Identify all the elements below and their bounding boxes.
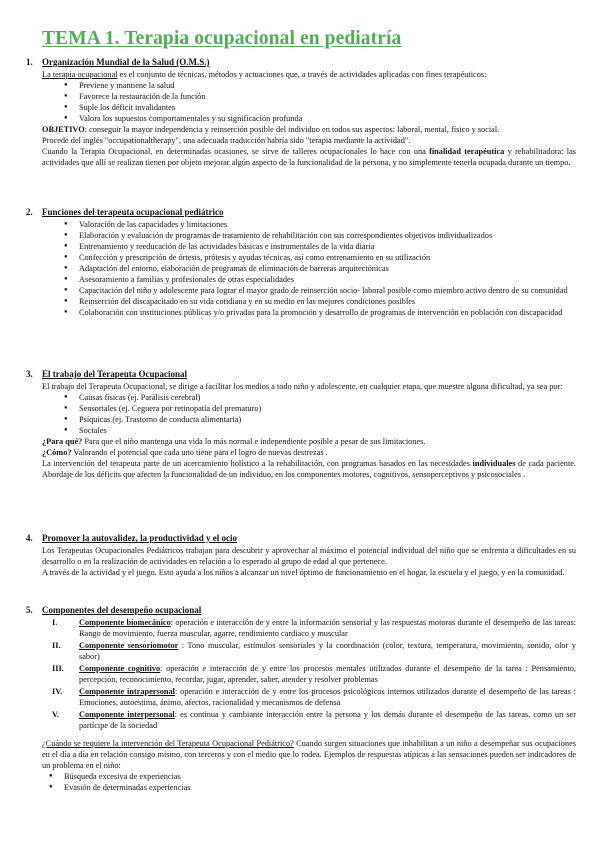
objective-label: OBJETIVO — [42, 125, 85, 134]
component-text — [79, 709, 576, 731]
objective-text: : conseguir la mayor independencia y reinserción posible del individuo en todos sus aspectos: laboral, mental, físico y social. — [84, 125, 500, 134]
how-label: ¿Cómo? — [42, 448, 72, 457]
section-title: Componentes del desempeño ocupacional — [42, 605, 202, 615]
section-trabajo — [16, 368, 576, 480]
component-label: Componente intrapersonal — [79, 687, 175, 696]
component-label: Componente sensoriomotor — [79, 641, 179, 650]
functions-list — [16, 219, 576, 318]
component-description: : Tono muscular, estímulos sensoriales y la coordinación (color, textura, temperatura, movimiento, sonido, olor y sabor) — [79, 641, 576, 661]
component-label: Componente cognitivo — [79, 664, 161, 673]
components-list — [16, 617, 576, 731]
section-heading — [16, 206, 576, 218]
roman-numeral: I. — [52, 618, 58, 627]
workshop-paragraph — [16, 146, 576, 168]
component-text — [79, 663, 576, 685]
section-heading — [16, 532, 576, 544]
list-item: ● Confección y prescripción de órtesis, prótesis y ayudas técnicas, así como entrenamiento en su utilización — [79, 252, 576, 263]
definition-list — [16, 80, 576, 124]
origin-paragraph: Procede del inglés "occupationaltherapy", una adecuada traducción habría sido "terapia mediante la actividad". — [42, 136, 411, 145]
paragraph-text: Cuando la Terapia Ocupacional, en determinadas ocasiones, se sirve de talleres ocupacionales lo hace con una — [42, 147, 430, 156]
list-item: ● Adaptación del entorno, elaboración de programas de eliminación de barreras arquitectónicas — [79, 263, 576, 274]
question-label: ¿Cuándo se requiere la intervención del Terapeuta Ocupacional Pediátrico? — [42, 739, 294, 748]
definition-text: es el conjunto de técnicas, métodos y actuaciones que, a través de actividades aplicadas con fines terapéuticos: — [117, 70, 487, 79]
component-item — [16, 617, 576, 639]
list-item: ● Psíquicas (ej. Trastorno de conducta alimentaria) — [79, 414, 576, 425]
list-item: ● Sensoriales (ej. Ceguera por retinopatía del prematuro) — [79, 403, 576, 414]
how-text: Valorando el potencial que cada uno tiene para el logro de nuevas destrezas . — [71, 448, 328, 457]
component-label: Componente interpersonal — [79, 710, 175, 719]
how-paragraph — [16, 447, 576, 458]
paragraph-text: La intervención del terapeuta parte de un acercamiento holístico a la rehabilitación, con programas basados en las necesidades — [42, 459, 473, 468]
component-text — [79, 617, 576, 639]
section-title: Funciones del terapeuta ocupacional pediátrico — [42, 207, 224, 217]
intervention-paragraph — [16, 458, 576, 480]
roman-numeral: IV. — [52, 687, 63, 696]
section-heading — [16, 56, 576, 68]
definition-term: La terapia ocupacional — [42, 70, 118, 79]
list-item: ● Valoración de las capacidades y limitaciones — [79, 219, 576, 230]
why-text: Para que el niño mantenga una vida lo más normal e independiente posible a pesar de sus limitaciones. — [82, 437, 426, 446]
component-item — [16, 686, 576, 708]
section-autovalidez — [16, 532, 576, 578]
paragraph: A través de la actividad y el juego. Esto ayuda a los niños a alcanzar un nivel óptimo de funcionamiento en el hogar, la escuela y el juego, y en la comunidad. — [42, 568, 565, 577]
component-item — [16, 640, 576, 662]
page-title: TEMA 1. Terapia ocupacional en pediatría — [42, 28, 402, 49]
list-item: ● Suple los déficit invalidantes — [79, 102, 576, 113]
list-item: ● Asesoramiento a familias y profesionales de otras especialidades — [79, 274, 576, 285]
list-item: ● Entrenamiento y reeducación de las actividades básicas e instrumentales de la vida diaria — [79, 241, 576, 252]
paragraph-text: de cada paciente. Abordaje de los déficits que afecten la funcionalidad de un individuo, en los componentes motores, cognitivos, sensoperceptivos y psicosociales . — [42, 459, 577, 479]
section-heading — [16, 368, 576, 380]
question-text: Cuando surgen situaciones que inhabilitan a un niño a desempeñar sus ocupaciones en el día a día en relación consigo mismo, con terceros y con el medio que lo rodea. Ejemplos de respuestas atípicas a las sensaciones pueden ser indicadores de un problema en el niño: — [42, 739, 576, 770]
section-number: 2. — [26, 207, 33, 217]
section-title: Promover la autovalidez, la productividad y el ocio — [42, 533, 237, 543]
why-label: ¿Para qué? — [42, 437, 83, 446]
atypical-responses-list — [16, 771, 576, 793]
section-number: 4. — [26, 533, 33, 543]
question-paragraph — [16, 738, 576, 771]
component-description: : es continua y cambiante interacción entre la persona y los demás durante el desempeño de las tareas, como un ser partícipe de la sociedad — [79, 710, 577, 730]
roman-numeral: III. — [52, 664, 64, 673]
section-heading — [16, 604, 576, 616]
section-funciones — [16, 206, 576, 318]
section-title: Organización Mundial de la Salud (O.M.S.) — [42, 57, 210, 67]
paragraph: Los Terapeutas Ocupacionales Pediátricos trabajan para descubrir y aprovechar al máximo el potencial individual del niño que se enfrenta a dificultades en su desarrollo o en la realización de actividades en relación a lo esperado al grupo de edad al que pertenece. — [42, 546, 576, 566]
section-number: 3. — [26, 369, 33, 379]
list-item: ● Colaboración con instituciones públicas y/o privadas para la promoción y desarrollo de programas de intervención en población con discapacidad — [79, 307, 576, 318]
component-description: : operación e interacción de y entre la información sensorial y las respuestas motoras durante el desempeño de las tareas: Rango de movimiento, fuerza muscular, agarre, rendimiento cardiaco y muscular — [79, 618, 576, 638]
component-text — [79, 640, 576, 662]
list-item: ● Causas físicas (ej. Parálisis cerebral) — [79, 392, 576, 403]
why-paragraph — [16, 436, 576, 447]
component-item — [16, 709, 576, 731]
list-item: ● Elaboración y evaluación de programas de tratamiento de rehabilitación con sus correspondientes objetivos individualizados — [79, 230, 576, 241]
section-title: El trabajo del Terapeuta Ocupacional — [42, 369, 188, 379]
intro-paragraph: El trabajo del Terapeuta Ocupacional, se dirige a facilitar los medios a todo niño y adolescente, en cualquier etapa, que muestre alguna dificultad, ya sea por: — [42, 382, 563, 391]
list-item: ● Valora los supuestos comportamentales y su significación profunda — [79, 113, 576, 124]
component-description: : operación e interacción de y entre los procesos mentales utilizados durante el desempeño de la tarea : Pensamiento, percepción, reconocimiento, recordar, jugar, aprender, saber, atender y resolver problemas — [79, 664, 576, 684]
list-item: ● Reinserción del discapacitado en su vida cotidiana y en su medio en las mejores condiciones posibles — [79, 296, 576, 307]
list-item: ● Capacitación del niño y adolescente para lograr el mayor grado de reinserción socio- laboral posible como miembro activo dentro de su comunidad — [79, 285, 576, 296]
list-item: ● Búsqueda excesiva de experiencias — [64, 771, 576, 782]
section-componentes — [16, 604, 576, 793]
emphasis-text: individuales — [472, 459, 516, 468]
causes-list — [16, 392, 576, 436]
list-item: ● Previene y mantiene la salud — [79, 80, 576, 91]
component-label: Componente biomecánico — [79, 618, 171, 627]
roman-numeral: V. — [52, 710, 59, 719]
list-item: ● Favorece la restauración de la función — [79, 91, 576, 102]
list-item: ● Sociales — [79, 425, 576, 436]
section-oms — [16, 56, 576, 168]
paragraph-text: y rehabilitadora: las actividades que allí se realizan tienen por objeto mejorar algún aspecto de la funcionalidad de la persona, y no simplemente tenerla ocupada durante un tiempo. — [42, 147, 576, 167]
component-item — [16, 663, 576, 685]
list-item: ● Evasión de determinadas experiencias — [64, 782, 576, 793]
component-description: : operación e interacción de y entre los procesos psicológicos internos utilizados durante el desempeño de las tareas : Emociones, autoestima, ánimo, afectos, racionalidad y mecanismos de defensa — [79, 687, 576, 707]
component-text — [79, 686, 576, 708]
roman-numeral: II. — [52, 641, 61, 650]
objective-paragraph — [16, 124, 576, 135]
emphasis-text: finalidad terapéutica — [429, 147, 505, 156]
definition-paragraph — [16, 69, 576, 80]
section-number: 5. — [26, 605, 33, 615]
section-number: 1. — [26, 57, 33, 67]
